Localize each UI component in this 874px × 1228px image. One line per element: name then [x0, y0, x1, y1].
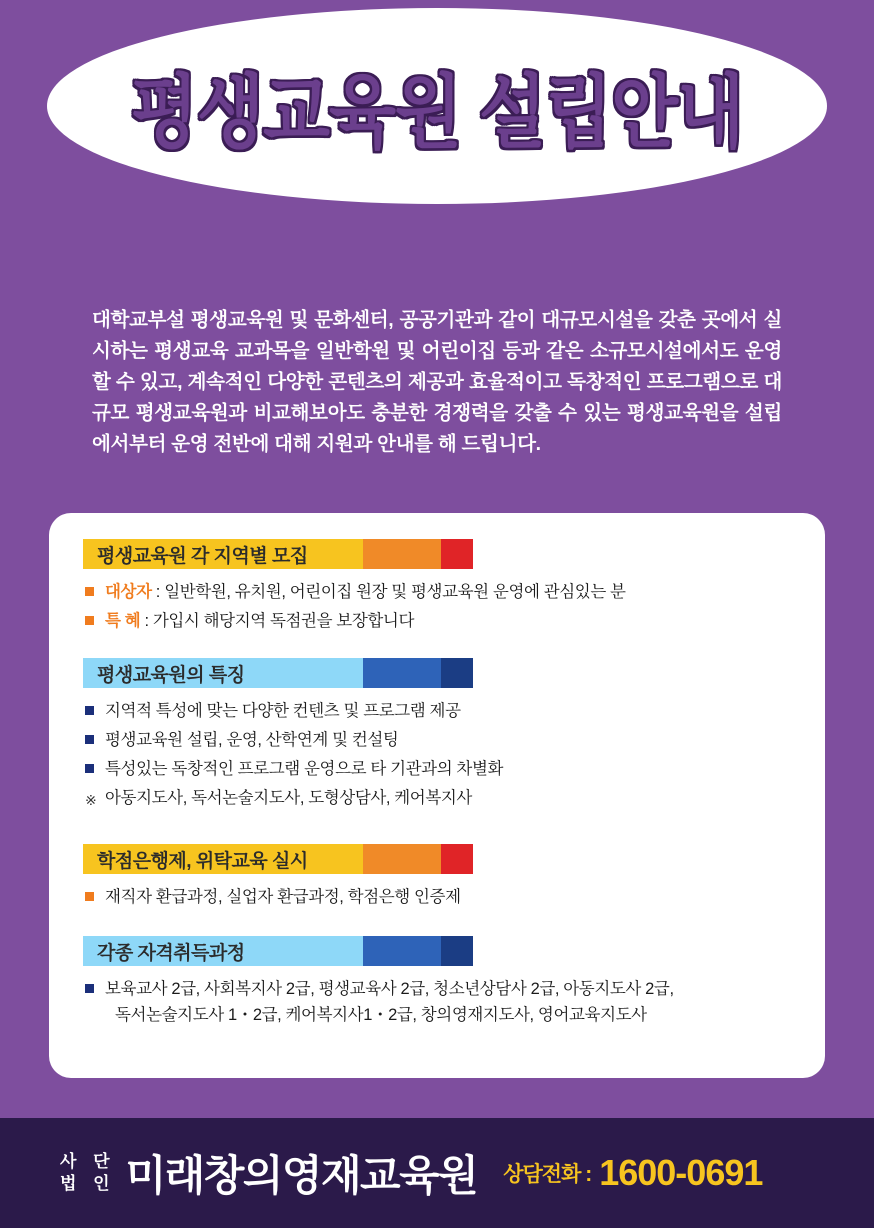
list-item-label-line2: 독서논술지도사 1・2급, 케어복지사1・2급, 창의영재지도사, 영어교육지도사: [115, 1006, 647, 1024]
list-item: [83, 579, 626, 605]
section-heading-label: 각종 자격취득과정: [83, 936, 363, 966]
square-bullet-icon: [85, 984, 94, 993]
heading-segment-end: [441, 844, 473, 874]
heading-segment-mid: [363, 539, 441, 569]
list-item: [83, 608, 626, 634]
section-credit-bank: [83, 844, 473, 913]
section-heading-label: 평생교육원 각 지역별 모집: [83, 539, 363, 569]
section-item-list: [83, 579, 626, 634]
phone-label: 상담전화 :: [503, 1163, 592, 1186]
footer-bar: [0, 1118, 874, 1228]
list-item-label: 특성있는 독창적인 프로그램 운영으로 타 기관과의 차별화: [105, 760, 504, 778]
list-item: [83, 785, 503, 811]
page-title: 평생교육원 설립안내: [130, 67, 744, 158]
section-item-list: [83, 976, 674, 1028]
list-item: [83, 756, 503, 782]
section-item-list: [83, 884, 473, 910]
heading-segment-end: [441, 539, 473, 569]
content-card: [49, 513, 825, 1078]
heading-segment-mid: [363, 658, 441, 688]
list-item-label: 재직자 환급과정, 실업자 환급과정, 학점은행 인증제: [105, 888, 461, 906]
list-item-separator: :: [140, 612, 153, 630]
list-item: [83, 698, 503, 724]
list-item-separator: :: [151, 583, 165, 601]
square-bullet-icon: [85, 587, 94, 596]
section-heading-bar: [83, 658, 473, 688]
section-heading-label: 학점은행제, 위탁교육 실시: [83, 844, 363, 874]
section-heading-bar: [83, 539, 473, 569]
list-item: [83, 884, 473, 910]
heading-segment-mid: [363, 936, 441, 966]
list-item: [83, 727, 503, 753]
heading-segment-end: [441, 936, 473, 966]
list-item-label: 일반학원, 유치원, 어린이집 원장 및 평생교육원 운영에 관심있는 분: [164, 583, 626, 601]
corporate-type-line2: 법 인: [60, 1174, 116, 1193]
corporate-type-line1: 사 단: [60, 1152, 116, 1171]
list-item-label: 가입시 해당지역 독점권을 보장합니다: [152, 612, 415, 630]
heading-segment-mid: [363, 844, 441, 874]
footer-content: [60, 1143, 762, 1203]
square-bullet-icon: [85, 764, 94, 773]
section-heading-bar: [83, 844, 473, 874]
title-banner: [47, 8, 827, 204]
asterisk-bullet-icon: ※: [85, 792, 97, 808]
brand-name: 미래창의영재교육원: [125, 1152, 478, 1199]
list-item-key: 특 혜: [105, 612, 141, 630]
heading-segment-end: [441, 658, 473, 688]
list-item-label: 보육교사 2급, 사회복지사 2급, 평생교육사 2급, 청소년상담사 2급, 아동지도사 2급,: [105, 980, 674, 998]
list-item-label: 지역적 특성에 맞는 다양한 컨텐츠 및 프로그램 제공: [105, 702, 461, 720]
section-certifications: [83, 936, 674, 1031]
section-regional-recruitment: [83, 539, 626, 637]
square-bullet-icon: [85, 616, 94, 625]
square-bullet-icon: [85, 706, 94, 715]
phone-number[interactable]: 1600-0691: [599, 1152, 763, 1193]
list-item: [83, 976, 674, 1028]
section-item-list: [83, 698, 503, 811]
section-heading-label: 평생교육원의 특징: [83, 658, 363, 688]
section-features: [83, 658, 503, 814]
section-heading-bar: [83, 936, 473, 966]
intro-paragraph: 대학교부설 평생교육원 및 문화센터, 공공기관과 같이 대규모시설을 갖춘 곳에서 실시하는 평생교육 교과목을 일반학원 및 어린이집 등과 같은 소규모시설에서도 운영 할 수 있고, 계속적인 다양한 콘텐츠의 제공과 효율적이고 독창적인 프로그램으로 대규모 평생교육원과 비교해보아도 충분한 경쟁력을 갖출 수 있는 평생교육원을 설립에서부터 운영 전반에 대해 지원과 안내를 해 드립니다.: [92, 309, 782, 455]
list-item-label: 아동지도사, 독서논술지도사, 도형상담사, 케어복지사: [105, 789, 472, 807]
list-item-key: 대상자: [105, 583, 152, 601]
corporate-type: [60, 1151, 116, 1195]
square-bullet-icon: [85, 735, 94, 744]
list-item-label: 평생교육원 설립, 운영, 산학연계 및 컨설팅: [105, 731, 399, 749]
square-bullet-icon: [85, 892, 94, 901]
